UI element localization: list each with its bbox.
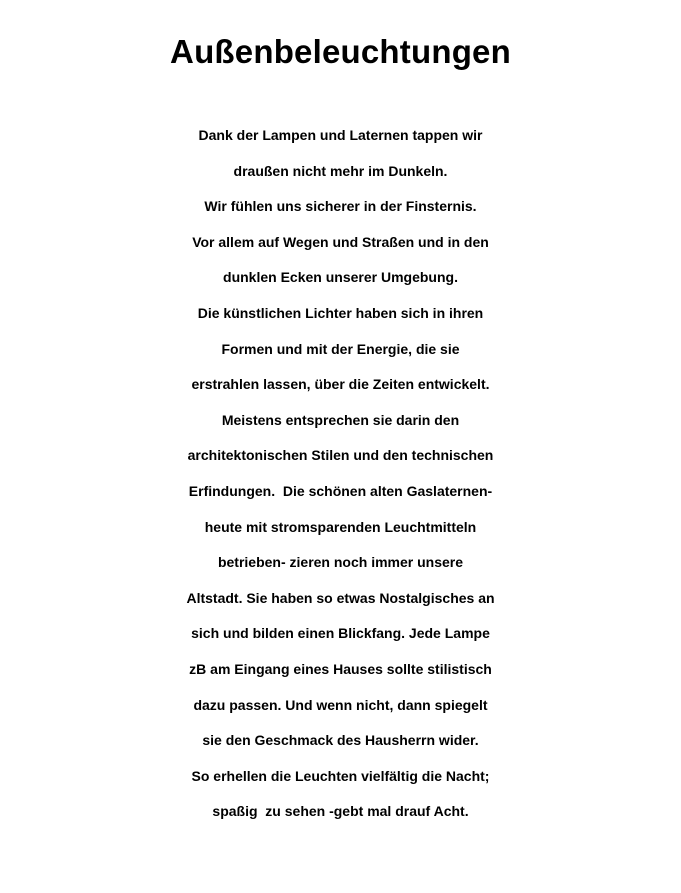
text-line: sie den Geschmack des Hausherrn wider. [202, 732, 479, 749]
text-line: Die künstlichen Lichter haben sich in ihren [197, 304, 484, 321]
text-line: erstrahlen lassen, über die Zeiten entwickelt. [191, 376, 490, 393]
text-line: dunklen Ecken unserer Umgebung. [223, 269, 458, 286]
text-line: Erfindungen. Die schönen alten Gaslaternen- [188, 482, 493, 499]
text-line: heute mit stromsparenden Leuchtmitteln [204, 518, 477, 535]
text-line: draußen nicht mehr im Dunkeln. [233, 162, 448, 179]
text-line: Vor allem auf Wegen und Straßen und in den [192, 233, 489, 250]
text-line: architektonischen Stilen und den technischen [187, 447, 494, 464]
text-line: betrieben- zieren noch immer unsere [217, 554, 464, 571]
text-line: zB am Eingang eines Hauses sollte stilistisch [189, 660, 492, 677]
text-line: Meistens entsprechen sie darin den [221, 411, 460, 428]
poem-body [0, 118, 681, 830]
text-line: sich und bilden einen Blickfang. Jede Lampe [191, 625, 490, 642]
text-line: So erhellen die Leuchten vielfältig die Nacht; [191, 767, 490, 784]
text-line: Dank der Lampen und Laternen tappen wir [198, 127, 483, 143]
text-line: Altstadt. Sie haben so etwas Nostalgisches an [186, 589, 495, 606]
text-line: Wir fühlen uns sicherer in der Finsternis. [204, 198, 477, 215]
page-title: Außenbeleuchtungen [170, 33, 511, 70]
text-line: dazu passen. Und wenn nicht, dann spiegelt [193, 696, 488, 713]
text-line: Formen und mit der Energie, die sie [221, 340, 460, 357]
text-line: spaßig zu sehen -gebt mal drauf Acht. [212, 803, 469, 820]
